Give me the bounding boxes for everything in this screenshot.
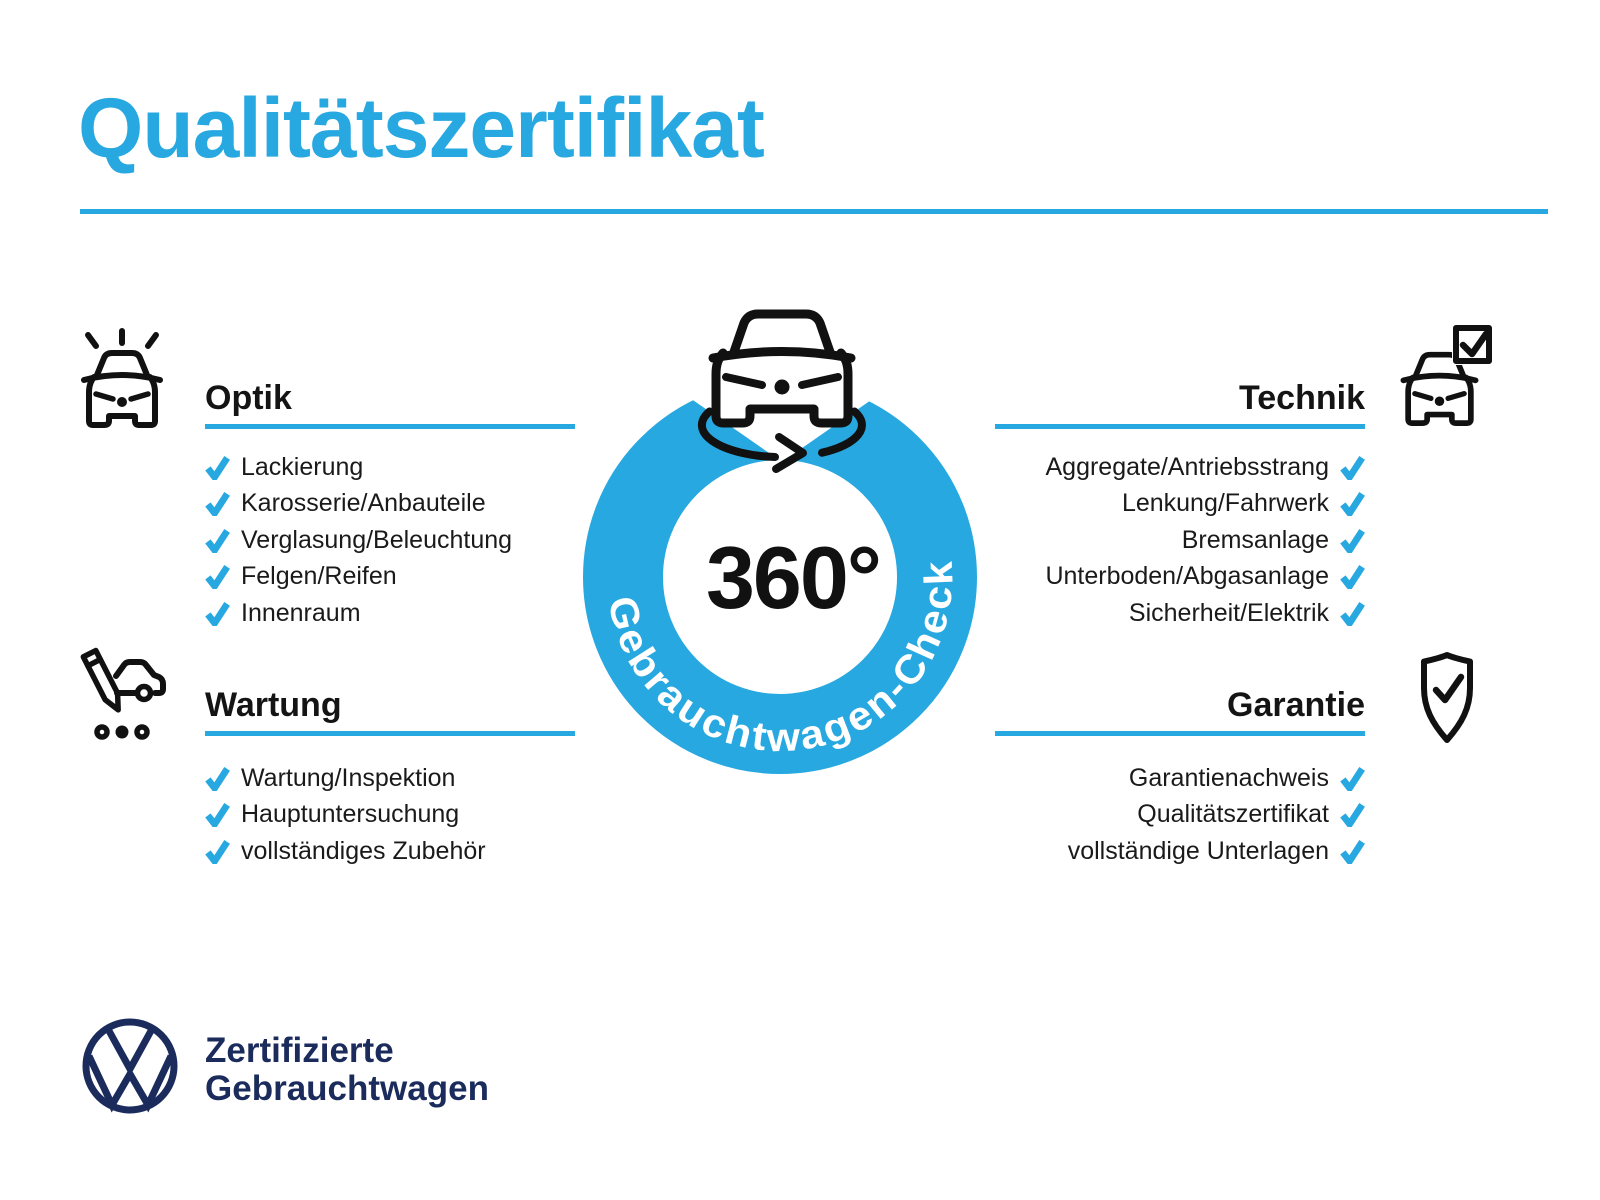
section-heading-optik: Optik xyxy=(205,379,292,417)
checklist-optik xyxy=(205,449,575,632)
check-icon xyxy=(1340,766,1365,791)
checklist-label: Karosserie/Anbauteile xyxy=(241,489,486,518)
section-rule-wartung xyxy=(205,731,575,736)
degree-label: 360° xyxy=(705,528,881,627)
check-icon xyxy=(205,802,230,827)
car-shine-icon xyxy=(72,327,172,431)
check-icon xyxy=(1340,564,1365,589)
list-item xyxy=(995,559,1365,596)
list-item xyxy=(995,522,1365,559)
checklist-label: Felgen/Reifen xyxy=(241,562,397,591)
section-rule-technik xyxy=(995,424,1365,429)
ring-label-text: Gebrauchtwagen-Check xyxy=(599,559,962,761)
check-icon xyxy=(205,491,230,516)
checklist-wartung xyxy=(205,760,575,870)
list-item xyxy=(995,760,1365,797)
check-icon xyxy=(205,601,230,626)
check-icon xyxy=(1340,491,1365,516)
brand-line-2: Gebrauchtwagen xyxy=(205,1069,489,1108)
check-icon xyxy=(1340,455,1365,480)
section-rule-optik xyxy=(205,424,575,429)
checklist-label: Unterboden/Abgasanlage xyxy=(1045,562,1329,591)
check-icon xyxy=(205,528,230,553)
car-side xyxy=(116,662,163,700)
checklist-label: Lenkung/Fahrwerk xyxy=(1121,489,1329,518)
grille-dot xyxy=(117,397,127,407)
list-item xyxy=(995,486,1365,523)
checklist-label: Verglasung/Beleuchtung xyxy=(241,525,513,554)
section-heading-technik: Technik xyxy=(1239,379,1365,417)
checklist-label: vollständige Unterlagen xyxy=(1067,836,1329,865)
check-icon xyxy=(1340,802,1365,827)
list-item xyxy=(205,797,575,834)
checklist-label: Hauptuntersuchung xyxy=(241,800,460,829)
shield-check-icon xyxy=(1412,650,1482,745)
list-item xyxy=(995,449,1365,486)
section-heading-garantie: Garantie xyxy=(1227,686,1365,724)
section-rule-garantie xyxy=(995,731,1365,736)
list-item xyxy=(205,833,575,870)
checklist-label: Bremsanlage xyxy=(1181,525,1329,554)
section-heading-wartung: Wartung xyxy=(205,686,342,724)
check-icon xyxy=(1340,601,1365,626)
list-item xyxy=(205,449,575,486)
car-checkbox-icon xyxy=(1398,324,1498,426)
checklist-label: Sicherheit/Elektrik xyxy=(1128,598,1329,627)
checklist-label: Garantienachweis xyxy=(1128,763,1329,792)
brand-text xyxy=(205,1032,489,1108)
page-title: Qualitätszertifikat xyxy=(78,81,764,175)
list-item xyxy=(995,797,1365,834)
checklist-technik xyxy=(995,449,1365,632)
checklist-label: Wartung/Inspektion xyxy=(241,763,456,792)
checklist-garantie xyxy=(995,760,1365,870)
badge-360 xyxy=(555,290,1015,790)
list-item xyxy=(995,595,1365,632)
vw-logo xyxy=(80,1016,180,1116)
check-icon xyxy=(205,766,230,791)
checklist-label: Lackierung xyxy=(241,452,364,481)
checklist-label: vollständiges Zubehör xyxy=(241,836,486,865)
check-icon xyxy=(205,839,230,864)
checklist-label: Aggregate/Antriebsstrang xyxy=(1045,452,1329,481)
pencil xyxy=(83,651,124,713)
check-icon xyxy=(1340,839,1365,864)
list-item xyxy=(205,486,575,523)
list-item xyxy=(205,595,575,632)
pencil-car-icon xyxy=(72,640,172,744)
list-item xyxy=(205,760,575,797)
checklist-label: Qualitätszertifikat xyxy=(1137,800,1329,829)
list-item xyxy=(995,833,1365,870)
list-item xyxy=(205,559,575,596)
check-icon xyxy=(1340,528,1365,553)
brand-line-1: Zertifizierte xyxy=(205,1031,394,1070)
list-item xyxy=(205,522,575,559)
check-icon xyxy=(205,564,230,589)
check-icon xyxy=(205,455,230,480)
title-rule xyxy=(80,209,1548,214)
checklist-label: Innenraum xyxy=(241,598,361,627)
